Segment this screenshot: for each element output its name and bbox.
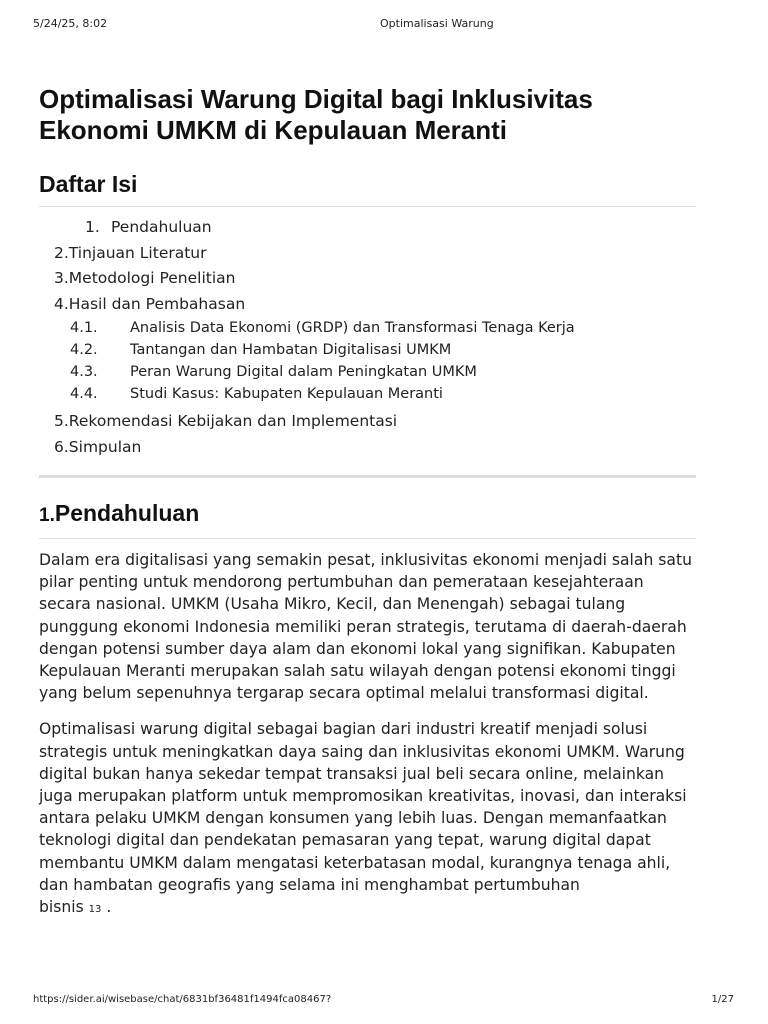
table-of-contents <box>39 215 696 460</box>
toc-label[interactable]: Rekomendasi Kebijakan dan Implementasi <box>68 412 398 430</box>
toc-number: 4.1. <box>70 320 98 336</box>
toc-number: 3. <box>54 269 69 287</box>
toc-label[interactable]: Analisis Data Ekonomi (GRDP) dan Transformasi Tenaga Kerja <box>130 320 575 336</box>
print-date: 5/24/25, 8:02 <box>33 17 108 30</box>
print-url: https://sider.ai/wisebase/chat/6831bf36481f1494fca08467? <box>33 994 332 1005</box>
section-number: 1. <box>39 505 55 526</box>
toc-subitem[interactable] <box>39 383 696 405</box>
toc-item-rekomendasi[interactable] <box>39 409 696 435</box>
toc-label[interactable]: Tinjauan Literatur <box>68 243 207 262</box>
section-title: Pendahuluan <box>54 500 200 526</box>
toc-number: 5. <box>54 412 69 430</box>
toc-number: 4. <box>54 294 69 313</box>
section-divider <box>39 475 696 478</box>
toc-number: 4.4. <box>70 386 98 402</box>
toc-item-metodologi[interactable] <box>39 266 696 292</box>
page-number: 1/27 <box>711 994 734 1005</box>
toc-number: 1. <box>85 218 100 236</box>
print-title: Optimalisasi Warung <box>380 17 494 30</box>
divider <box>39 538 696 539</box>
document-body <box>39 84 696 921</box>
divider <box>39 206 696 207</box>
toc-sublist <box>39 317 696 405</box>
section-heading <box>39 498 696 531</box>
toc-item-tinjauan[interactable] <box>39 241 696 267</box>
toc-number: 4.2. <box>70 342 98 358</box>
toc-subitem[interactable] <box>39 317 696 339</box>
toc-label[interactable]: Peran Warung Digital dalam Peningkatan UMKM <box>130 364 477 380</box>
toc-label[interactable]: Hasil dan Pembahasan <box>68 294 246 313</box>
toc-label[interactable]: Tantangan dan Hambatan Digitalisasi UMKM <box>130 342 452 358</box>
page-title: Optimalisasi Warung Digital bagi Inklusivitas Ekonomi UMKM di Kepulauan Meranti <box>39 84 593 145</box>
toc-label[interactable]: Studi Kasus: Kabupaten Kepulauan Meranti <box>130 386 443 402</box>
toc-number: 2. <box>54 243 69 262</box>
paragraph-end: . <box>106 898 112 917</box>
toc-number: 6. <box>54 437 69 456</box>
paragraph-tail: bisnis <box>39 898 84 917</box>
toc-item-hasil[interactable] <box>39 292 696 406</box>
citation-link[interactable]: 13 <box>88 904 102 916</box>
toc-label[interactable]: Pendahuluan <box>111 218 212 236</box>
toc-label[interactable]: Metodologi Penelitian <box>68 269 236 287</box>
toc-subitem[interactable] <box>39 361 696 383</box>
toc-heading: Daftar Isi <box>39 171 138 197</box>
toc-item-simpulan[interactable] <box>39 435 696 461</box>
toc-number: 4.3. <box>70 364 98 380</box>
toc-item-pendahuluan[interactable] <box>39 215 696 241</box>
toc-label[interactable]: Simpulan <box>68 437 142 456</box>
paragraph: Dalam era digitalisasi yang semakin pesat, inklusivitas ekonomi menjadi salah satu pilar penting untuk mendorong pertumbuhan dan pemerataan kesejahteraan secara nasional. UMKM (Usaha Mikro, Kecil, dan Menengah) sebagai tulang punggung ekonomi Indonesia memiliki peran strategis, terutama di daerah-daerah dengan potensi sumber daya alam dan ekonomi lokal yang signifikan. Kabupaten Kepulauan Meranti merupakan salah satu wilayah dengan potensi ekonomi tinggi yang belum sepenuhnya tergarap secara optimal melalui transformasi digital. <box>39 551 692 703</box>
paragraph-text: Optimalisasi warung digital sebagai bagian dari industri kreatif menjadi solusi strategis untuk meningkatkan daya saing dan inklusivitas ekonomi UMKM. Warung digital bukan hanya sekedar tempat transaksi jual beli secara online, melainkan juga merupakan platform untuk mempromosikan kreativitas, inovasi, dan interaksi antara pelaku UMKM dengan konsumen yang lebih luas. Dengan memanfaatkan teknologi digital dan pendekatan pemasaran yang tepat, warung digital dapat membantu UMKM dalam mengatasi keterbatasan modal, kurangnya tenaga ahli, dan hambatan geografis yang selama ini menghambat pertumbuhan <box>39 720 687 894</box>
paragraph <box>39 718 696 921</box>
toc-subitem[interactable] <box>39 339 696 361</box>
